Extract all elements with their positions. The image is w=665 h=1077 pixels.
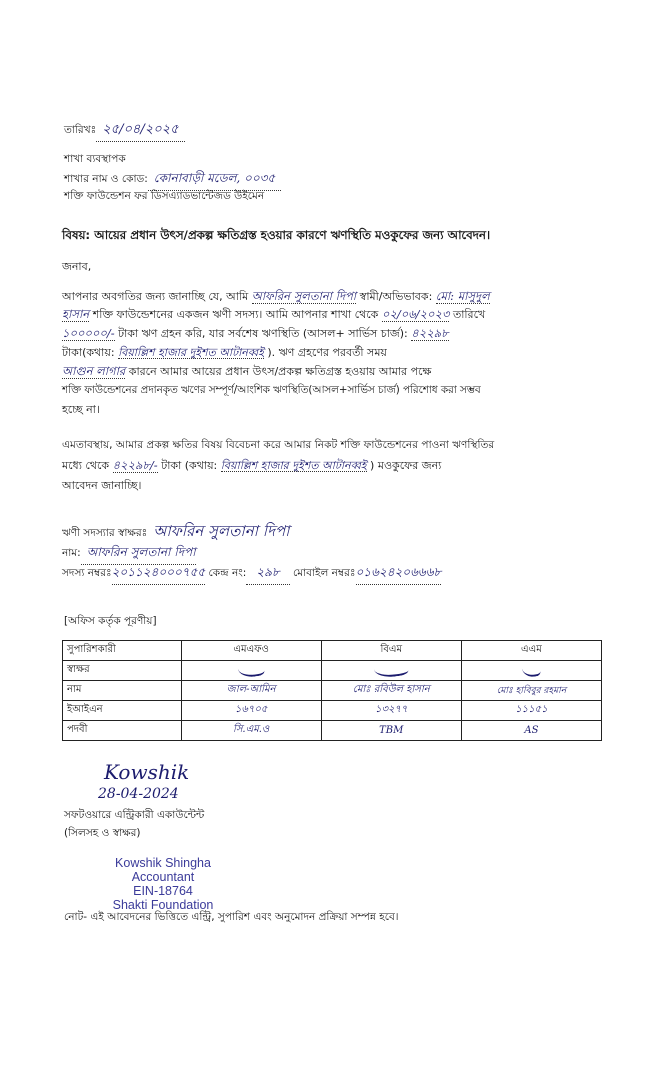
para1-text: টাকা ঋণ গ্রহন করি, যার সর্বশেষ ঋণস্থিতি (আসল+ সার্ভিস চার্জ): <box>118 327 408 340</box>
para1-line5 <box>62 366 431 379</box>
member-name-value: আফরিন সুলতানা দিপা <box>81 544 196 565</box>
branch-label: শাখার নাম ও কোড: <box>64 173 148 185</box>
office-approval-table <box>62 640 602 741</box>
accountant-stamp <box>88 856 238 912</box>
table-row <box>63 721 602 741</box>
para2-text: ) মওকুফের জন্য <box>370 459 442 472</box>
loan-date-field: ০২/০৬/২০২৩ <box>381 307 450 321</box>
para1-text: আপনার অবগতির জন্য জানাচ্ছি যে, আমি <box>62 290 249 303</box>
para1-line6: শক্তি ফাউন্ডেশনের প্রদানকৃত ঋণের সম্পূর্ণ/আংশিক ঋণস্থিতি(আসল+সার্ভিস চার্জ) পরিশোধ করা সম্ভব <box>62 384 481 396</box>
date-line <box>64 120 185 142</box>
row-label: স্বাক্ষর <box>63 661 182 681</box>
table-row <box>63 701 602 721</box>
branch-value: কোনাবাড়ী মডেল, ০০৩৫ <box>148 170 281 191</box>
accountant-note: (সিলসহ ও স্বাক্ষর) <box>64 827 141 839</box>
signature-cell <box>181 661 321 681</box>
member-name-line <box>62 544 196 565</box>
stamp-ein: EIN-18764 <box>133 884 193 898</box>
para1-text: স্বামী/অভিভাবক: <box>359 290 433 303</box>
para1-line2 <box>62 309 485 322</box>
table-cell: TBM <box>321 721 461 741</box>
branch-line <box>64 170 281 191</box>
recipient-title: শাখা ব্যবস্থাপক <box>64 153 126 165</box>
waiver-words-field: বিয়াল্লিশ হাজার দুইশত আটানব্বই <box>220 459 367 472</box>
para2-line2 <box>62 460 441 473</box>
para1-text: ). ঋণ গ্রহণের পরবর্তী সময় <box>267 346 387 359</box>
member-no-label: সদস্য নম্বরঃ <box>62 567 112 579</box>
date-value: ২৫/০৪/২০২৫ <box>96 120 184 142</box>
table-cell: ১১১৫১ <box>461 701 601 721</box>
member-signature: আফরিন সুলতানা দিপা <box>153 522 290 540</box>
para1-text: কারনে আমার আয়ের প্রধান উৎস/প্রকল্প ক্ষতিগ্রস্ত হওয়ায় আমার পক্ষে <box>128 365 432 378</box>
member-signature-line <box>62 520 289 545</box>
header-cell: সুপারিশকারী <box>63 641 182 661</box>
para2-text: মধ্যে থেকে <box>62 459 110 472</box>
org-name: শক্তি ফাউন্ডেশন ফর ডিসএ্যাডভান্টেজড উইমেন <box>64 190 265 202</box>
header-cell: এএম <box>461 641 601 661</box>
table-cell: মোঃ রবিউল হাসান <box>321 681 461 701</box>
footer-note: নোট- এই আবেদনের ভিত্তিতে এন্ট্রি, সুপারিশ এবং অনুমোদন প্রক্রিয়া সম্পন্ন হবে। <box>64 911 399 923</box>
balance-words-field: বিয়াল্লিশ হাজার দুইশত আটানব্বই <box>118 346 264 359</box>
office-section-label: [অফিস কর্তৃক পূরণীয়] <box>64 615 157 627</box>
center-label: কেন্দ্র নং: <box>208 567 247 579</box>
para2-line1: এমতাবস্থায়, আমার প্রকল্প ক্ষতির বিষয় বিবেচনা করে আমার নিকট শক্তি ফাউন্ডেশনের পাওনা ঋণস্থিতির <box>62 439 495 451</box>
stamp-title: Accountant <box>131 870 195 884</box>
mobile-value: ০১৬২৪২০৬৬৬৮ <box>356 564 442 585</box>
reason-field: আগুন লাগার <box>62 364 126 378</box>
para2-text: টাকা (কথায়: <box>161 459 218 472</box>
salutation: জনাব, <box>62 260 92 273</box>
table-header-row <box>63 641 602 661</box>
signature-mark <box>373 659 409 680</box>
signature-mark <box>237 659 265 678</box>
table-cell: AS <box>461 721 601 741</box>
member-number-line <box>62 564 441 585</box>
mobile-label: মোবাইল নম্বরঃ <box>293 567 356 579</box>
para1-text: তারিখে <box>452 308 486 321</box>
table-cell: জাল-আমিন <box>181 681 321 701</box>
loan-amount-field: ১০০০০০/- <box>62 326 115 340</box>
table-row <box>63 681 602 701</box>
table-cell: মোঃ হাবিবুর রহমান <box>461 681 601 701</box>
para1-line1 <box>62 291 490 304</box>
header-cell: বিএম <box>321 641 461 661</box>
accountant-signature: Kowshik <box>104 760 190 784</box>
para1-text: টাকা(কথায়: <box>62 346 115 359</box>
para1-line7: হচ্ছে না। <box>62 403 100 416</box>
accountant-title: সফটওয়ারে এন্ট্রিকারী একাউন্টেন্ট <box>64 809 205 821</box>
table-cell: ১৬৭০৫ <box>181 701 321 721</box>
table-cell: সি.এম.ও <box>181 721 321 741</box>
member-no-value: ২০১১২৪০০০৭৫৫ <box>112 564 206 585</box>
center-value: ২৯৮ <box>246 564 289 585</box>
signature-cell <box>321 661 461 681</box>
row-label: নাম <box>63 681 182 701</box>
header-cell: এমএফও <box>181 641 321 661</box>
stamp-org: Shakti Foundation <box>112 898 214 912</box>
date-label: তারিখঃ <box>64 124 97 136</box>
signature-label: ঋণী সদস্যার স্বাক্ষরঃ <box>62 527 148 539</box>
row-label: পদবী <box>63 721 182 741</box>
signature-mark <box>521 660 541 678</box>
para2-line3: আবেদন জানাচ্ছি। <box>62 479 142 492</box>
subject-line: বিষয়: আয়ের প্রধান উৎস/প্রকল্প ক্ষতিগ্রস্ত হওয়ার কারণে ঋণস্থিতি মওকুফের জন্য আবেদন। <box>62 228 491 242</box>
stamp-name: Kowshik Shingha <box>115 856 211 870</box>
table-cell: ১৩২৭৭ <box>321 701 461 721</box>
row-label: ইআইএন <box>63 701 182 721</box>
para1-line4 <box>62 347 387 359</box>
guardian-name-cont: হাসান <box>62 307 90 321</box>
waiver-amount-field: ৪২২৯৮/- <box>112 458 158 472</box>
table-row <box>63 661 602 681</box>
signature-cell <box>461 661 601 681</box>
para1-line3 <box>62 328 449 341</box>
guardian-name-field: মো: মাসুদুল <box>435 289 490 303</box>
para1-text: শক্তি ফাউন্ডেশনের একজন ঋণী সদস্য। আমি আপনার শাখা থেকে <box>92 308 379 321</box>
name-label: নাম: <box>62 547 81 559</box>
accountant-date: 28-04-2024 <box>98 786 179 802</box>
balance-field: ৪২২৯৮ <box>411 326 449 340</box>
member-name-field: আফরিন সুলতানা দিপা <box>251 289 357 303</box>
